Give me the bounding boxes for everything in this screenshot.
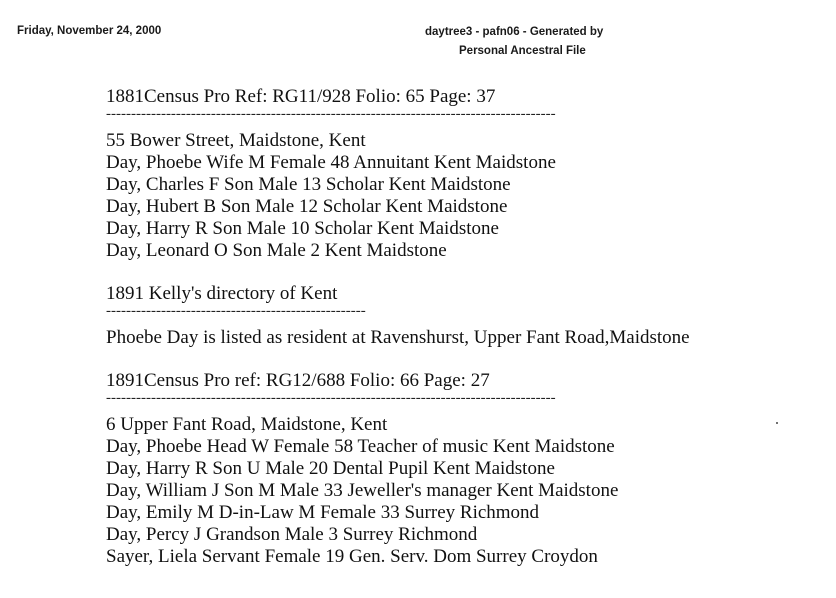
record-line: Day, Harry R Son Male 10 Scholar Kent Maidstone — [106, 218, 499, 239]
record-line: Day, Hubert B Son Male 12 Scholar Kent Maidstone — [106, 196, 508, 217]
record-line: Day, Percy J Grandson Male 3 Surrey Richmond — [106, 524, 478, 545]
record-line: Sayer, Liela Servant Female 19 Gen. Serv. Dom Surrey Croydon — [106, 546, 598, 567]
section-title: 1891 Kelly's directory of Kent — [106, 283, 338, 304]
record-line: Day, Leonard O Son Male 2 Kent Maidstone — [106, 240, 447, 261]
record-line: Day, Harry R Son U Male 20 Dental Pupil Kent Maidstone — [106, 458, 555, 479]
section-title: 1891Census Pro ref: RG12/688 Folio: 66 Page: 27 — [106, 370, 490, 391]
record-line: 55 Bower Street, Maidstone, Kent — [106, 130, 366, 151]
record-line: Day, Phoebe Head W Female 58 Teacher of music Kent Maidstone — [106, 436, 615, 457]
section-title: 1881Census Pro Ref: RG11/928 Folio: 65 Page: 37 — [106, 86, 496, 107]
report-generator: Personal Ancestral File — [459, 45, 586, 57]
record-line: Day, Charles F Son Male 13 Scholar Kent Maidstone — [106, 174, 511, 195]
section-rule: ------------------------------------------------------------------------------------------ — [106, 108, 556, 122]
record-line: Day, Phoebe Wife M Female 48 Annuitant Kent Maidstone — [106, 152, 556, 173]
record-line: Phoebe Day is listed as resident at Ravenshurst, Upper Fant Road,Maidstone — [106, 327, 690, 348]
record-line: Day, Emily M D-in-Law M Female 33 Surrey Richmond — [106, 502, 540, 523]
kelly-directory-section — [106, 283, 826, 349]
record-line: 6 Upper Fant Road, Maidstone, Kent — [106, 414, 388, 435]
census-1891-section — [106, 370, 826, 568]
report-body — [106, 86, 826, 568]
section-rule: ---------------------------------------------------- — [106, 305, 366, 319]
section-rule: ------------------------------------------------------------------------------------------ — [106, 392, 556, 406]
record-line: Day, William J Son M Male 33 Jeweller's manager Kent Maidstone — [106, 480, 619, 501]
scan-speck — [776, 422, 778, 424]
census-1881-section — [106, 86, 826, 262]
report-source: daytree3 - pafn06 - Generated by — [425, 26, 604, 38]
print-date: Friday, November 24, 2000 — [17, 25, 162, 37]
